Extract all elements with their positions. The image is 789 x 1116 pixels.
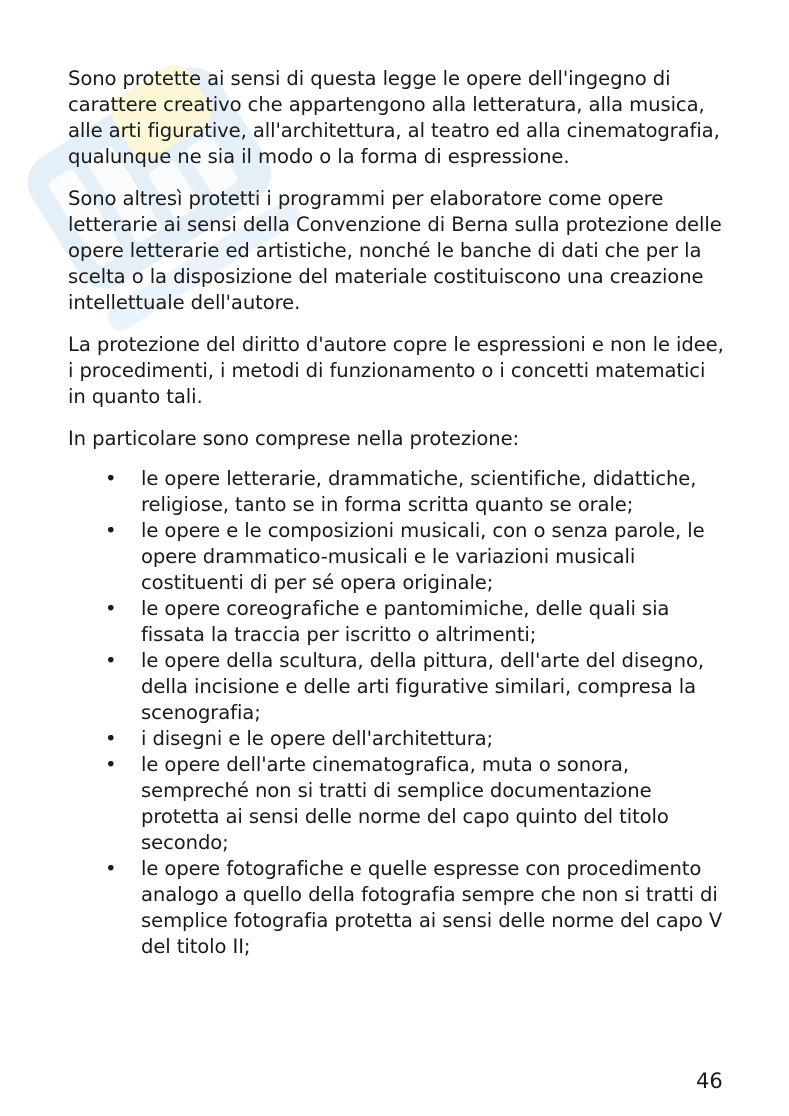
paragraph-4: In particolare sono comprese nella protezione: [68,427,520,450]
paragraph-3: La protezione del diritto d'autore copre le espressioni e non le idee, i procedimenti, i metodi di funzionamento o i concetti matematici in quanto tali. [68,333,724,408]
list-item [68,726,728,752]
list-item-text: le opere letterarie, drammatiche, scientifiche, didattiche, religiose, tanto se in forma scritta quanto se orale; [141,467,697,516]
list-item-text: le opere della scultura, della pittura, dell'arte del disegno, della incisione e delle arti figurative similari, compresa la scenografia; [141,649,704,724]
bullet-icon: • [105,753,117,776]
list-item [68,856,728,960]
bullet-icon: • [105,597,117,620]
bullet-icon: • [105,649,117,672]
list-item [68,752,728,856]
bullet-icon: • [105,519,117,542]
list-item [68,648,728,726]
list-item [68,596,728,648]
list-item [68,518,728,596]
list-item-text: le opere e le composizioni musicali, con o senza parole, le opere drammatico-musicali e le variazioni musicali costituenti di per sé opera originale; [141,519,705,594]
paragraph-2: Sono altresì protetti i programmi per elaboratore come opere letterarie ai sensi della Convenzione di Berna sulla protezione delle opere letterarie ed artistiche, nonché le banche di dati che per la scelta o la disposizione del materiale costituiscono una creazione intellettuale dell'autore. [68,187,722,314]
list-item-text: le opere dell'arte cinematografica, muta o sonora, sempreché non si tratti di semplice documentazione protetta ai sensi delle norme del capo quinto del titolo secondo; [141,753,669,854]
bullet-icon: • [105,727,117,750]
list-item-text: le opere coreografiche e pantomimiche, delle quali sia fissata la traccia per iscritto o altrimenti; [141,597,670,646]
bullet-list [68,466,728,960]
list-item-text: i disegni e le opere dell'architettura; [141,727,494,750]
bullet-icon: • [105,857,117,880]
document-page [68,66,728,960]
list-item-text: le opere fotografiche e quelle espresse con procedimento analogo a quello della fotografia sempre che non si tratti di semplice fotografia protetta ai sensi delle norme del capo V del titolo II; [141,857,723,958]
paragraph-1: Sono protette ai sensi di questa legge le opere dell'ingegno di carattere creativo che appartengono alla letteratura, alla musica, alle arti figurative, all'architettura, al teatro ed alla cinematografia, qualunque ne sia il modo o la forma di espressione. [68,67,720,168]
page-number: 46 [696,1069,723,1093]
list-item [68,466,728,518]
bullet-icon: • [105,467,117,490]
